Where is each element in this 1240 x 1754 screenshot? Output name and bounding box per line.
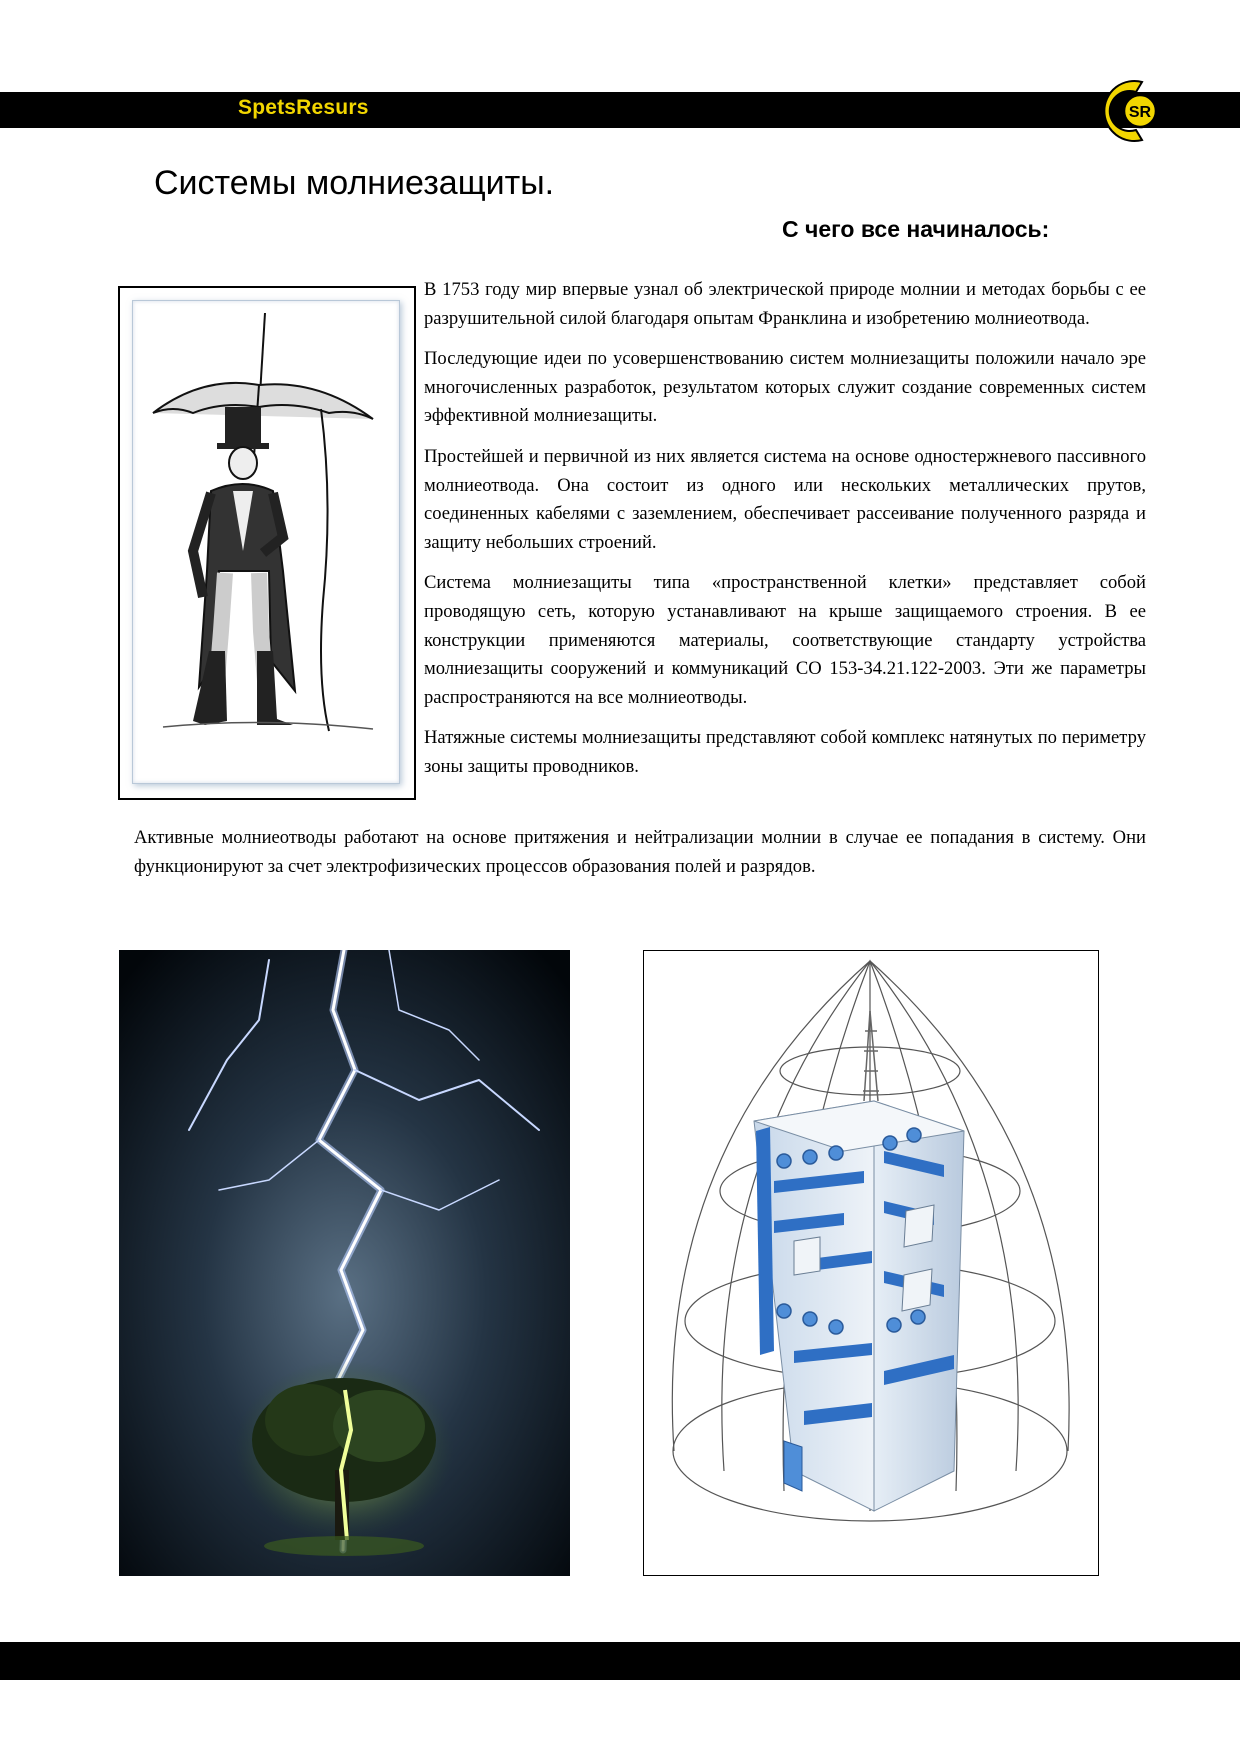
man-with-umbrella-icon	[133, 301, 403, 787]
franklin-figure	[118, 286, 416, 800]
paragraph: Натяжные системы молниезащиты представляют собой комплекс натянутых по периметру зоны защиты проводников.	[424, 727, 1146, 777]
sr-logo-icon	[1096, 76, 1166, 146]
building-diagram	[643, 950, 1099, 1576]
header-bar	[0, 92, 1240, 128]
logo-letters: SR	[1128, 104, 1152, 121]
paragraph: В 1753 году мир впервые узнал об электрической природе молнии и методах борьбы с ее разрушительной силой благодаря опытам Франклина и изобретению молниеотвода.	[424, 279, 1146, 329]
paragraph-active-rods: Активные молниеотводы работают на основе притяжения и нейтрализации молнии в случае ее попадания в систему. Они функционируют за счет электрофизических процессов образования полей и разрядов.	[134, 827, 1146, 877]
brand-name: SpetsResurs	[238, 96, 369, 119]
paragraph: Система молниезащиты типа «пространственной клетки» представляет собой проводящую сеть, которую устанавливают на крыше защищаемого строения. В ее конструкции применяются материалы, соответствующие стандарту устройства молниезащиты сооружений и коммуникаций СО 153-34.21.122-2003. Эти же параметры распространяются на все молниеотводы.	[424, 572, 1146, 708]
footer-bar	[0, 1642, 1240, 1680]
page-subtitle: С чего все начиналось:	[782, 216, 1050, 242]
paragraph: Простейшей и первичной из них является система на основе одностержневого пассивного молниеотвода. Она состоит из одного или нескольких металлических прутов, соединенных кабелями с заземлением, обеспечивает рассеивание полученного разряда и защиту небольших строений.	[424, 445, 1146, 553]
page-title: Системы молниезащиты.	[154, 164, 555, 202]
article-body	[424, 276, 1146, 794]
protection-zone-icon	[644, 951, 1097, 1574]
lightning-strike-icon	[119, 950, 570, 1576]
company-logo	[1096, 76, 1166, 146]
paragraph: Последующие идеи по усовершенствованию систем молниезащиты положили начало эре многочисленных разработок, результатом которых служит создание современных систем эффективной молниезащиты.	[424, 348, 1146, 427]
lightning-photo	[119, 950, 570, 1576]
